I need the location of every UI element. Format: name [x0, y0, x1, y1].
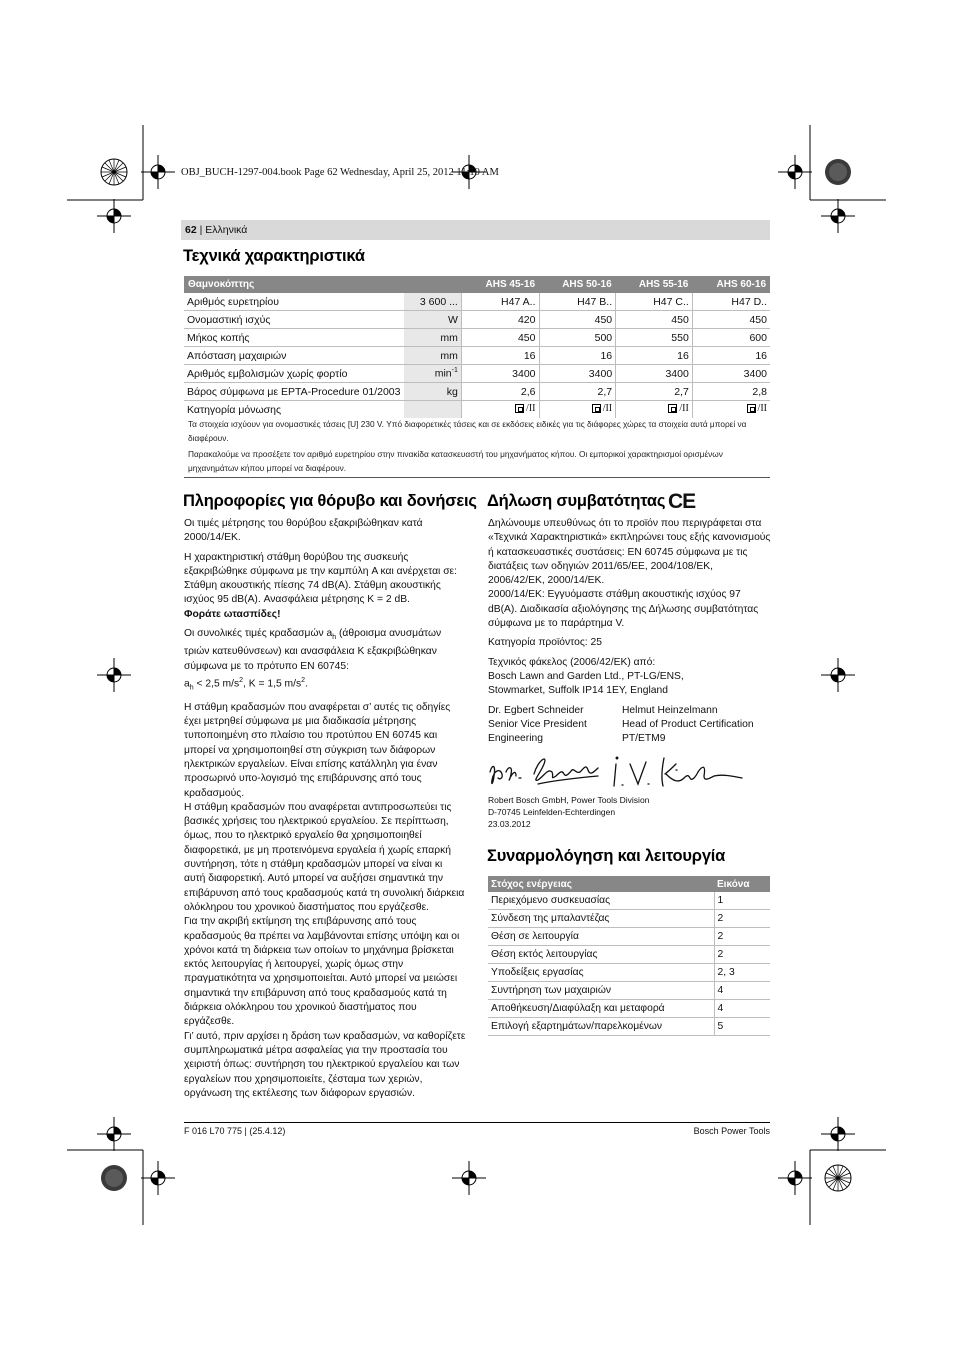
spec-cell: 2,7: [539, 383, 616, 401]
spec-cell: H47 C..: [616, 293, 693, 311]
footer-brand: Bosch Power Tools: [693, 1126, 770, 1136]
conformity-p4c: Stowmarket, Suffolk IP14 1EY, England: [488, 685, 668, 697]
spec-row: [184, 383, 770, 401]
spec-cell: 16: [616, 347, 693, 365]
spec-row-label: Απόσταση μαχαιριών: [184, 347, 404, 365]
assembly-goal: Θέση εκτός λειτουργίας: [488, 946, 714, 964]
spec-cell: H47 A..: [461, 293, 539, 311]
signatory-left: [488, 704, 622, 747]
noise-p5: $a_h < 2,5$ $m/s^2$, K = 1,5 $m/s^2$.: [184, 677, 308, 692]
spec-col-model: AHS 45-16: [461, 276, 539, 293]
spec-row-label: Αριθμός ευρετηρίου: [184, 293, 404, 311]
signatories: [488, 704, 772, 747]
protection-class-icon: [747, 404, 756, 413]
spec-cell: H47 B..: [539, 293, 616, 311]
spec-row: [184, 329, 770, 347]
noise-heading: Πληροφορίες για θόρυβο και δονήσεις: [183, 492, 477, 510]
spec-cell: 3400: [616, 365, 693, 383]
signatory-dept: PT/ETM9: [622, 733, 666, 745]
conformity-heading: Δήλωση συμβατότητας: [487, 492, 666, 510]
assembly-figure: 2: [714, 946, 770, 964]
conformity-p4b: Bosch Lawn and Garden Ltd., PT-LG/ENS,: [488, 670, 684, 682]
spec-cell: 16: [461, 347, 539, 365]
file-header: OBJ_BUCH-1297-004.book Page 62 Wednesday, April 25, 2012 11:10 AM: [181, 167, 499, 178]
noise-p1: Οι τιμές μέτρησης του θορύβου εξακριβώθηκαν κατά 2000/14/EK.: [184, 518, 423, 544]
spec-row-label: Ονομαστική ισχύς: [184, 311, 404, 329]
signatory-title: Head of Product Certification: [622, 718, 754, 730]
protection-class-icon: [592, 404, 601, 413]
spec-cell: 600: [692, 329, 770, 347]
tech-heading: Τεχνικά χαρακτηριστικά: [183, 247, 365, 265]
assembly-row: [488, 1018, 770, 1036]
spec-col-product: Θαμνοκόπτης: [184, 276, 461, 293]
assembly-figure: 2: [714, 910, 770, 928]
conformity-p4a: Τεχνικός φάκελος (2006/42/EK) από:: [488, 656, 656, 668]
noise-p8: Για την ακριβή εκτίμηση της επιβάρυνσης από τους κραδασμούς θα πρέπει να λαμβάνονται επίσης υπόψη και οι χρόνοι κατά τη διάρκεια των οποίων το μηχάνημα βρίσκεται εκτός λειτουργίας ή λειτουργεί, χωρίς όμως στην πραγματικότητα να χρησιμοποιείται. Αυτό μπορεί να μειώσει σημαντικά την επιβάρυνση από τους κραδασμούς κατά τη διάρκεια ολόκληρου του χρονικού διαστήματος που εργάζεσθε.: [184, 916, 460, 1028]
spec-cell: 3400: [539, 365, 616, 383]
signatory-title: Senior Vice President: [488, 718, 587, 730]
assembly-row: [488, 1000, 770, 1018]
assembly-figure: 4: [714, 982, 770, 1000]
spec-row-label: Βάρος σύμφωνα με EPTA-Procedure 01/2003: [184, 383, 404, 401]
spec-cell: 3400: [461, 365, 539, 383]
noise-warning: Φοράτε ωτασπίδες!: [184, 608, 281, 620]
footer-rule: [184, 1122, 770, 1123]
protection-class-icon: [668, 404, 677, 413]
spec-row-unit: mm: [404, 329, 462, 347]
noise-body: [184, 517, 466, 1101]
spec-cell: 450: [692, 311, 770, 329]
spec-cell: 450: [461, 329, 539, 347]
spec-cell: /II: [539, 401, 616, 419]
assembly-row: [488, 946, 770, 964]
spec-row-unit: W: [404, 311, 462, 329]
noise-p9: Γι’ αυτό, πριν αρχίσει η δράση των κραδασμών, να καθορίζετε συμπληρωματικά μέτρα ασφαλείας για την προστασία του χειριστή όπως: συντήρηση του ηλεκτρικού εργαλείου και των εργαλείων που χρησιμοποιείτε, ζέσταμα των χεριών, οργάνωση της εκτέλεσης των διάφορων εργασιών.: [184, 1030, 466, 1099]
spec-cell: /II: [461, 401, 539, 419]
spec-col-model: AHS 60-16: [692, 276, 770, 293]
spec-cell: /II: [692, 401, 770, 419]
spec-cell: 550: [616, 329, 693, 347]
signatory-name: Dr. Egbert Schneider: [488, 704, 584, 716]
assembly-goal: Περιεχόμενο συσκευασίας: [488, 892, 714, 910]
spec-col-model: AHS 55-16: [616, 276, 693, 293]
assembly-goal: Επιλογή εξαρτημάτων/παρελκομένων: [488, 1018, 714, 1036]
spec-cell: 420: [461, 311, 539, 329]
assembly-figure: 5: [714, 1018, 770, 1036]
assembly-row: [488, 928, 770, 946]
spec-row-unit: kg: [404, 383, 462, 401]
company-name: Robert Bosch GmbH, Power Tools Division: [488, 795, 650, 805]
spec-row: [184, 347, 770, 365]
handwritten-signatures: [486, 750, 746, 792]
page-language: Ελληνικά: [205, 224, 248, 236]
signatory-right: [622, 704, 754, 747]
page-header-bar: 62 | Ελληνικά: [181, 220, 770, 240]
company-address: [488, 795, 772, 830]
spec-row-label: Κατηγορία μόνωσης: [187, 403, 282, 416]
spec-note-article: Παρακαλούμε να προσέξετε τον αριθμό ευρετηρίου στην πινακίδα κατασκευαστή του μηχανήματος κήπου. Οι εμπορικοί χαρακτηρισμοί ορισμένων μηχανημάτων κήπου μπορεί να διαφέρουν.: [188, 449, 723, 473]
spec-cell: 3400: [692, 365, 770, 383]
divider: [184, 477, 770, 478]
spec-cell: 2,8: [692, 383, 770, 401]
spec-row-label: Μήκος κοπής: [184, 329, 404, 347]
page-number: 62: [185, 224, 197, 236]
noise-p7: Η στάθμη κραδασμών που αναφέρεται αντιπροσωπεύει τις βασικές χρήσεις του ηλεκτρικού εργαλείου. Σε περίπτωση, όμως, που το ηλεκτρικό εργαλείο θα χρησιμοποιηθεί διαφορετικά, με μη προτεινόμενα εργαλεία ή χωρίς επαρκή συντήρηση, τότε η στάθμη κραδασμών μπορεί να είναι κι αυτή διαφορετική. Αυτό μπορεί να αυξήσει σημαντικά την επιβάρυνση από τους κραδασμούς κατά τη συνολική διάρκεια ολόκληρου του χρονικού διαστήματος που εργάζεσθε.: [184, 801, 465, 913]
spec-cell: 2,7: [616, 383, 693, 401]
spec-row-unit: $\min^{-1}$: [404, 365, 462, 383]
assembly-row: [488, 910, 770, 928]
spec-cell: 16: [539, 347, 616, 365]
spec-col-model: AHS 50-16: [539, 276, 616, 293]
spec-cell: 450: [616, 311, 693, 329]
spec-cell: 450: [539, 311, 616, 329]
spec-header-row: [184, 276, 770, 293]
signatory-name: Helmut Heinzelmann: [622, 704, 718, 716]
assembly-figure: 2, 3: [714, 964, 770, 982]
noise-p6: Η στάθμη κραδασμών που αναφέρεται σ’ αυτές τις οδηγίες έχει μετρηθεί σύμφωνα με μια διαδικασία μέτρησης τυποποιημένη στο πλαίσιο του προτύπου EN 60745 και μπορεί να χρησιμοποιηθεί στη σύγκριση των διάφορων ηλεκτρικών εργαλείων. Είναι επίσης κατάλληλη για έναν προσωρινό υπο-λογισμό της επιβάρυνσης από τους κραδασμούς.: [184, 701, 451, 799]
spec-cell: /II: [616, 401, 693, 419]
assembly-row: [488, 982, 770, 1000]
assembly-goal: Σύνδεση της μπαλαντέζας: [488, 910, 714, 928]
spec-row-label: Αριθμός εμβολισμών χωρίς φορτίο: [184, 365, 404, 383]
assembly-figure: 2: [714, 928, 770, 946]
assembly-figure: 1: [714, 892, 770, 910]
spec-row-unit: 3 600 ...: [404, 293, 462, 311]
ce-mark-icon: CE: [668, 490, 696, 513]
company-city: D-70745 Leinfelden-Echterdingen: [488, 806, 616, 817]
assembly-goal: Υποδείξεις εργασίας: [488, 964, 714, 982]
spec-cell: 500: [539, 329, 616, 347]
spec-row: [184, 311, 770, 329]
conformity-p2: 2000/14/EK: Εγγυόμαστε στάθμη ακουστικής ισχύος 97 dB(A). Διαδικασία αξιολόγησης της Δήλωσης συμβατότητας σύμφωνα με το παράρτημα V.: [488, 589, 759, 630]
spec-cell: 2,6: [461, 383, 539, 401]
assembly-col-goal: Στόχος ενέργειας: [488, 876, 714, 892]
spec-row: [184, 293, 770, 311]
noise-p4: Οι συνολικές τιμές κραδασμών $a_h$ (άθροισμα ανυσμάτων τριών κατευθύνσεων) και ανασφάλεια K εξακριβώθηκαν σύμφωνα με το πρότυπο EN 60745:: [184, 628, 442, 672]
spec-row: [184, 401, 770, 419]
conformity-body: [488, 517, 772, 746]
conformity-p1: Δηλώνουμε υπευθύνως ότι το προϊόν που περιγράφεται στα «Τεχνικά Χαρακτηριστικά» εκπληρώνει τους εξής κανονισμούς ή κατασκευαστικές συστάσεις: EN 60745 σύμφωνα με τις διατάξεις των οδηγιών 2011/65/EE, 2004/108/EK, 2006/42/EK, 2000/14/EK.: [488, 518, 771, 587]
spec-cell: H47 D..: [692, 293, 770, 311]
assembly-row: [488, 892, 770, 910]
spec-row-unit: [404, 401, 462, 419]
assembly-goal: Συντήρηση των μαχαιριών: [488, 982, 714, 1000]
footer-docnumber: F 016 L70 775 | (25.4.12): [184, 1126, 286, 1136]
spec-cell: 16: [692, 347, 770, 365]
assembly-figure: 4: [714, 1000, 770, 1018]
spec-row: [184, 365, 770, 383]
spec-table: [184, 276, 770, 418]
assembly-header-row: [488, 876, 770, 892]
spec-row-unit: mm: [404, 347, 462, 365]
assembly-col-figure: Εικόνα: [714, 876, 770, 892]
protection-class-icon: [515, 404, 524, 413]
conformity-p3: Κατηγορία προϊόντος: 25: [488, 637, 602, 649]
signatory-dept: Engineering: [488, 733, 543, 745]
assembly-heading: Συναρμολόγηση και λειτουργία: [487, 847, 726, 865]
declaration-date: 23.03.2012: [488, 818, 531, 829]
assembly-goal: Θέση σε λειτουργία: [488, 928, 714, 946]
noise-p2: Η χαρακτηριστική στάθμη θορύβου της συσκευής εξακριβώθηκε σύμφωνα με την καμπύλη A και ανέρχεται σε: Στάθμη ακουστικής πίεσης 74 dB(A). Στάθμη ακουστικής ισχύος 95 dB(A). Ανασφάλεια μέτρησης K = 2 dB.: [184, 551, 458, 606]
assembly-row: [488, 964, 770, 982]
spec-note-voltage: Τα στοιχεία ισχύουν για ονομαστικές τάσεις [U] 230 V. Υπό διαφορετικές τάσεις και σε εκδόσεις ειδικές για τις διάφορες χώρες τα στοιχεία αυτά μπορεί να διαφέρουν.: [188, 419, 747, 443]
assembly-table: [488, 876, 770, 1036]
assembly-goal: Αποθήκευση/Διαφύλαξη και μεταφορά: [488, 1000, 714, 1018]
